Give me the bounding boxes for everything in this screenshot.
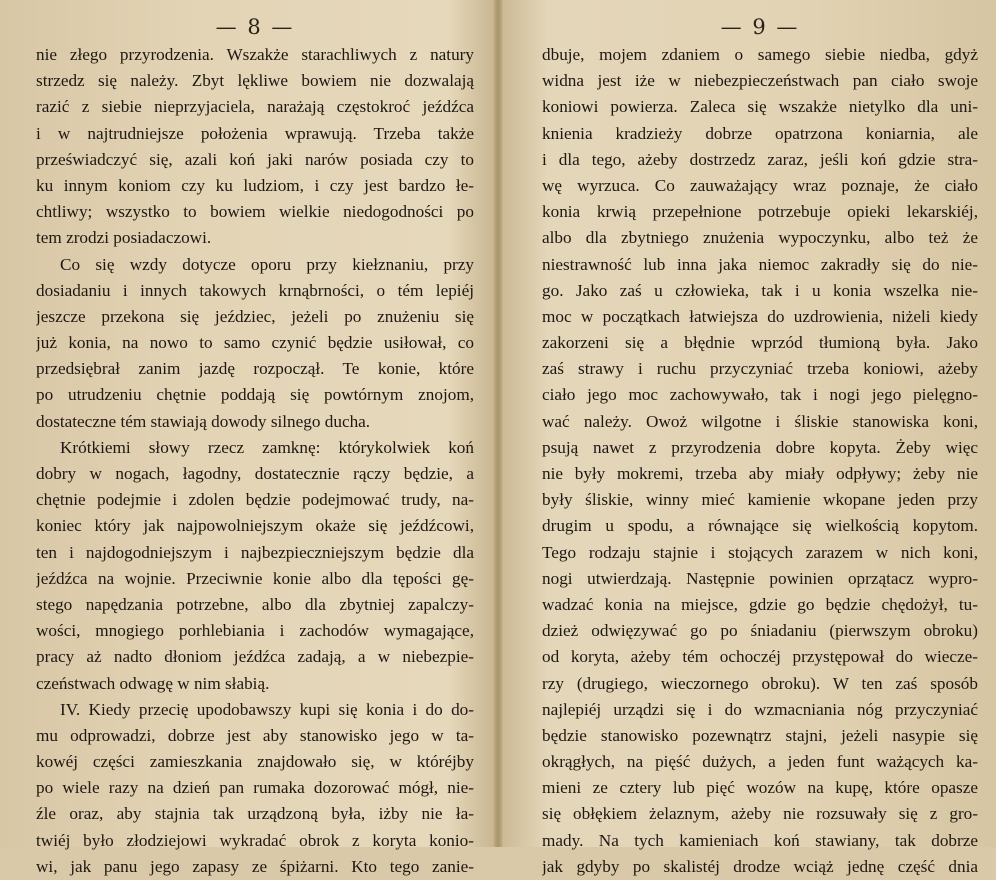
text-line: stego napędzania potrzebne, albo dla zbytniej zapalczy- — [36, 594, 474, 614]
text-line: chętnie podejmie i zdolen będzie podejmować trudy, na- — [36, 490, 474, 510]
page-number: — 8 — — [215, 15, 295, 39]
text-line: nie były mokremi, trzeba aby miały odpływy; żeby nie — [542, 464, 978, 483]
text-line: już konia, na nowo to samo czynić będzie usiłował, co — [36, 333, 474, 353]
text-line: jak gdyby po skalistéj drodze wciąż jednę część dnia — [542, 856, 978, 876]
text-line: najlepiéj urządzi się i do wzmacniania nóg przyczyniać — [542, 699, 978, 719]
text-line: chtliwy; wszystko to bowiem wielkie niedogodności po — [36, 202, 474, 222]
text-line: były śliskie, winny mieć kamienie wkopane jeden przy — [542, 490, 978, 510]
text-line: albo dla zbytniego znużenia wypoczynku, albo też że — [542, 228, 978, 248]
text-line: przedsiębrał zanim jazdę rozpoczął. Te konie, które — [36, 359, 474, 379]
text-line: IV. Kiedy przecię upodobawszy kupi się konia i do do- — [60, 699, 474, 719]
text-line: ku innym koniom czy ku ludziom, i czy jest bardzo łe- — [36, 175, 474, 195]
text-line: mieni ze cztery lub pięć wozów na kupę, które opasze — [542, 778, 978, 798]
text-line: zakorzeni się a błędnie wprzód tłumioną była. Jako — [542, 333, 978, 353]
text-line: niestrawność lub inna jaka niemoc zakradły się do nie- — [542, 254, 978, 274]
text-line: po utrudzeniu chętnie poddają się powtórnym znojom, — [36, 385, 474, 405]
text-line: mu odprowadzi, dobrze jest aby stanowisko jego w ta- — [36, 725, 474, 745]
page-number: — 9 — — [720, 15, 800, 39]
text-line: i w najtrudniejsze położenia wprawują. Trzeba także — [36, 123, 474, 143]
text-line: kowéj części zamieszkania znajdowało się, w któréjby — [36, 752, 474, 772]
text-line: tem zrodzi posiadaczowi. — [36, 228, 212, 248]
text-line: Tego rodzaju stajnie i stojących zarazem w nich koni, — [542, 542, 978, 562]
text-line: się obłękiem żelaznym, ażeby nie rozsuwały się z gro- — [542, 804, 978, 824]
right-page — [502, 0, 996, 876]
page-text — [542, 42, 978, 880]
text-line: ten i najdogodniejszym i najbezpieczniejszym będzie dla — [36, 542, 474, 562]
text-line: mady. Na tych kamieniach koń stawiany, tak dobrze — [542, 830, 978, 850]
text-line: dostateczne tém stawiają dowody silnego ducha. — [36, 411, 371, 431]
text-line: twiéj było złodziejowi wykradać obrok z koryta konio- — [36, 830, 474, 850]
text-line: źle oraz, aby stajnia tak urządzoną była, iżby nie ła- — [36, 804, 474, 824]
text-line: widna jest iże w niebezpieczeństwach pan ciało swoje — [542, 71, 978, 91]
text-line: wości, mnogiego porhlebiania i zachodów wymagające, — [36, 621, 474, 641]
text-line: i dla tego, ażeby dostrzedz zaraz, jeśli koń gdzie stra- — [542, 149, 978, 169]
text-line: zaś strawy i ruchu przyczyniać trzeba koniowi, ażeby — [542, 359, 978, 379]
text-line: ciało jego moc zachowywało, tak i nogi jego pielęgno- — [542, 385, 978, 405]
text-line: po wiele razy na dzień pan rumaka dozorować mógł, nie- — [36, 778, 474, 798]
text-line: knienia kradzieży dobrze opatrzona koniarnia, ale — [542, 123, 978, 143]
text-line: moc w początkach łatwiejsza do uzdrowienia, niżeli kiedy — [542, 306, 978, 326]
text-line: koniowi powierza. Zaleca się wszakże nietylko dla uni- — [542, 97, 978, 117]
text-line: psują nawet z przyrodzenia dobre kopyta. Żeby więc — [542, 437, 978, 457]
text-line: wi, jak panu jego zapasy ze śpiżarni. Kto tego zanie- — [36, 856, 474, 876]
text-line: razić z siebie nieprzyjaciela, narażają częstokroć jeźdźca — [36, 97, 474, 117]
text-line: okrągłych, na pięść dużych, a jeden funt ważących ka- — [542, 752, 978, 772]
text-line: rzy (drugiego, wieczornego obroku). W ten zaś sposób — [542, 673, 978, 693]
text-line: go. Jako zaś u człowieka, tak i u konia wszelka nie- — [542, 280, 978, 300]
left-page — [0, 0, 494, 876]
text-line: jeszcze przekona się jeździec, jeżeli po znużeniu się — [36, 306, 474, 326]
text-line: dobry w nogach, łagodny, dostatecznie rączy będzie, a — [36, 464, 474, 483]
text-line: dosiadaniu i innych takowych krnąbrności, o tém lepiéj — [36, 280, 474, 300]
text-line: jeźdźca na wojnie. Przeciwnie konie albo dla tępości gę- — [36, 568, 474, 588]
text-line: wadzać konia na miejsce, gdzie go będzie chędożył, tu- — [542, 594, 978, 614]
text-line: będzie stanowisko pozewnątrz stajni, jeżeli nasypie się — [542, 725, 978, 745]
text-line: Co się wzdy dotycze oporu przy kiełznaniu, przy — [60, 254, 474, 274]
text-line: wę wyrzuca. Co zauważający wraz poznaje, że ciało — [542, 175, 978, 195]
text-line: od koryta, ażeby tém ochoczéj przystępował do wiecze- — [542, 647, 978, 667]
text-line: dbuje, mojem zdaniem o samego siebie niedba, gdyż — [542, 45, 978, 64]
text-line: czeństwach odwagę w nim słabią. — [36, 673, 270, 693]
text-line: strzedz się należy. Zbyt lękliwe bowiem nie dozwalają — [36, 71, 474, 91]
text-line: nie złego przyrodzenia. Wszakże starachliwych z natury — [36, 45, 474, 64]
text-line: pracy aż nadto dłoniom jeźdźca zadają, a w niebezpie- — [36, 647, 474, 667]
text-line: koniec który jak najpowolniejszym okaże się jeźdźcowi, — [36, 516, 474, 536]
text-line: Krótkiemi słowy rzecz zamknę: którykolwiek koń — [60, 437, 474, 457]
text-line: wać należy. Owoż wilgotne i śliskie stanowiska koni, — [542, 411, 978, 431]
text-line: konia krwią przepełnione potrzebuje opieki lekarskiéj, — [542, 202, 978, 222]
text-line: drugim u spodu, a równające się wielkością kopytom. — [542, 516, 978, 536]
page-text — [36, 42, 474, 880]
text-line: przeświadczyć się, azali koń jaki narów posiada czy to — [36, 149, 474, 169]
text-line: nogi utwierdzają. Następnie powinien oprzątacz wypro- — [542, 568, 978, 588]
text-line: dzież odwięzywać go po śniadaniu (pierwszym obroku) — [542, 621, 978, 641]
book-gutter — [494, 0, 502, 847]
